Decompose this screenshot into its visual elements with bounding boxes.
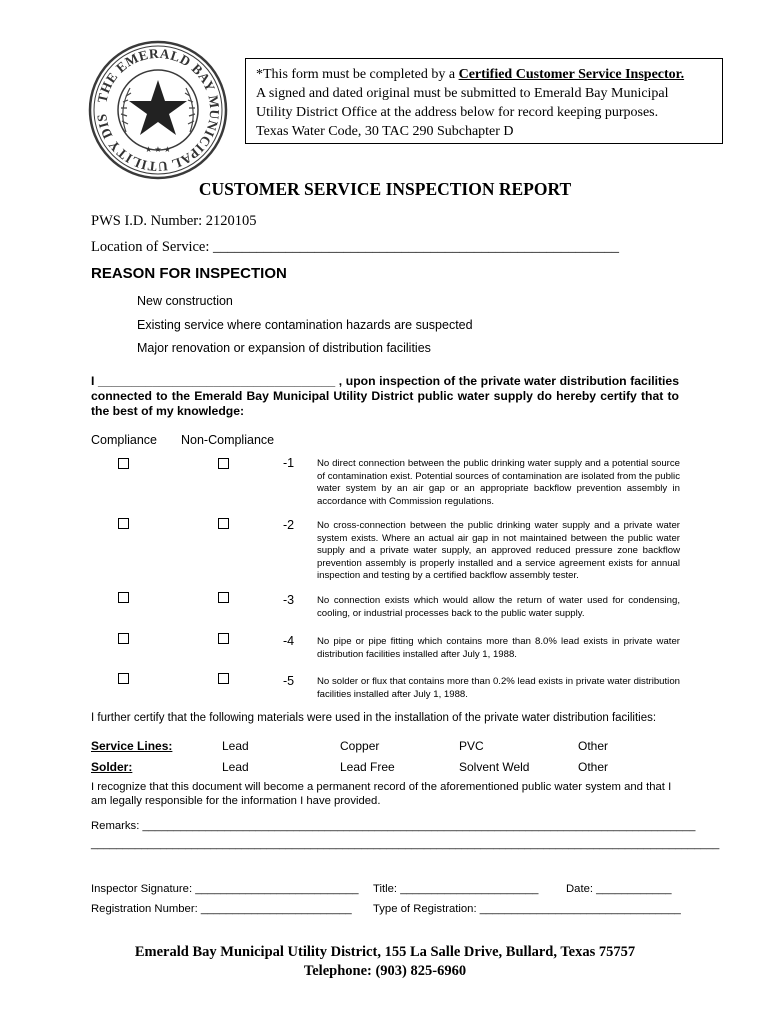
seal-ring-text: THE EMERALD BAY MUNICIPAL UTILITY DIS [94,45,223,175]
service-lines-label: Service Lines: [91,739,173,753]
inspector-title-field[interactable]: Title: ______________________ [373,883,539,895]
district-seal [88,40,228,180]
notice-line-2: A signed and dated original must be submitted to Emerald Bay Municipal [256,86,669,101]
reason-new-construction[interactable]: New construction [137,294,233,308]
footer-telephone: Telephone: (903) 825-6960 [303,963,467,979]
solder-label: Solder: [91,760,133,774]
location-of-service-field[interactable]: Location of Service: ________________________________________________________ [91,239,619,255]
remarks-field-line-2[interactable]: ____________________________________________________________________________________________________ [91,838,720,850]
date-field[interactable]: Date: ____________ [566,883,672,895]
item-text-4: No pipe or pipe fitting which contains more than 8.0% lead exists in private water distribution facilities installed after July 1, 1988. [317,636,680,660]
registration-type-field[interactable]: Type of Registration: ________________________________ [373,903,681,915]
item-number-1: -1 [283,456,295,470]
footer-address: Emerald Bay Municipal Utility District, 155 La Salle Drive, Bullard, Texas 75757 [134,944,636,960]
svg-text:★ ★ ★: ★ ★ ★ [145,145,171,154]
non-compliance-header: Non-Compliance [181,433,275,447]
item-text-2: No cross-connection between the public drinking water supply and a private water system exists. Where an actual air gap in not maintained between the public water supply and a private water supply, an approved reduced pressure zone backflow prevention assembly is properly installed and a service agreement exists for annual inspection and testing by a certified backflow assembly tester. [317,520,680,581]
notice-line-4: Texas Water Code, 30 TAC 290 Subchapter D [256,124,514,139]
compliance-checkbox-4[interactable] [118,633,129,644]
item-text-5: No solder or flux that contains more than 0.2% lead exists in private water distribution facilities installed after July 1, 1988. [317,676,680,700]
service-lines-lead-option[interactable]: Lead [222,739,249,753]
service-lines-copper-option[interactable]: Copper [340,739,380,753]
non-compliance-checkbox-3[interactable] [218,592,229,603]
notice-box [245,58,723,144]
item-number-5: -5 [283,674,295,688]
compliance-checkbox-1[interactable] [118,458,129,469]
item-number-2: -2 [283,518,295,532]
service-lines-pvc-option[interactable]: PVC [459,739,484,753]
inspector-signature-field[interactable]: Inspector Signature: __________________________ [91,883,359,895]
solder-lead-free-option[interactable]: Lead Free [340,760,395,774]
solder-solvent-weld-option[interactable]: Solvent Weld [459,760,530,774]
remarks-field[interactable]: Remarks: ________________________________________________________________________________________ [91,820,696,832]
pws-id: PWS I.D. Number: 2120105 [91,213,257,229]
item-number-3: -3 [283,593,295,607]
item-number-4: -4 [283,634,295,648]
item-text-3: No connection exists which would allow the return of water used for condensing, cooling, or industrial processes back to the public water supply. [317,595,680,619]
item-text-1: No direct connection between the public drinking water supply and a potential source of contamination exist. Potential sources of contamination are isolated from the public water system by an air gap or an appropriate backflow prevention assembly in accordance with Commission regulations. [317,458,680,507]
reason-heading: REASON FOR INSPECTION [91,265,287,282]
notice-emphasis: Certified Customer Service Inspector. [458,67,685,82]
non-compliance-checkbox-1[interactable] [218,458,229,469]
certify-statement: I ___________________________________ , upon inspection of the private water distribution facilities connected to the Emerald Bay Municipal Utility District public water supply do hereby certify that to the best of my knowledge: [91,374,679,418]
notice-line-1: *This form must be completed by a Certified Customer Service Inspector. [256,67,685,82]
reason-major-renovation[interactable]: Major renovation or expansion of distribution facilities [137,341,431,355]
notice-line-3: Utility District Office at the address below for record keeping purposes. [256,105,659,120]
non-compliance-checkbox-4[interactable] [218,633,229,644]
compliance-checkbox-2[interactable] [118,518,129,529]
seal-graphic [88,40,228,180]
compliance-checkbox-3[interactable] [118,592,129,603]
compliance-header: Compliance [91,433,158,447]
recognition-statement: I recognize that this document will become a permanent record of the aforementioned public water system and that I am legally responsible for the information I have provided. [91,781,672,807]
compliance-checkbox-5[interactable] [118,673,129,684]
report-title: CUSTOMER SERVICE INSPECTION REPORT [198,179,572,199]
further-certify-text: I further certify that the following materials were used in the installation of the private water distribution facilities: [91,712,657,724]
non-compliance-checkbox-2[interactable] [218,518,229,529]
service-lines-other-option[interactable]: Other [578,739,609,753]
solder-lead-option[interactable]: Lead [222,760,249,774]
solder-other-option[interactable]: Other [578,760,609,774]
non-compliance-checkbox-5[interactable] [218,673,229,684]
reason-existing-service[interactable]: Existing service where contamination hazards are suspected [137,318,473,332]
registration-number-field[interactable]: Registration Number: ________________________ [91,903,352,915]
